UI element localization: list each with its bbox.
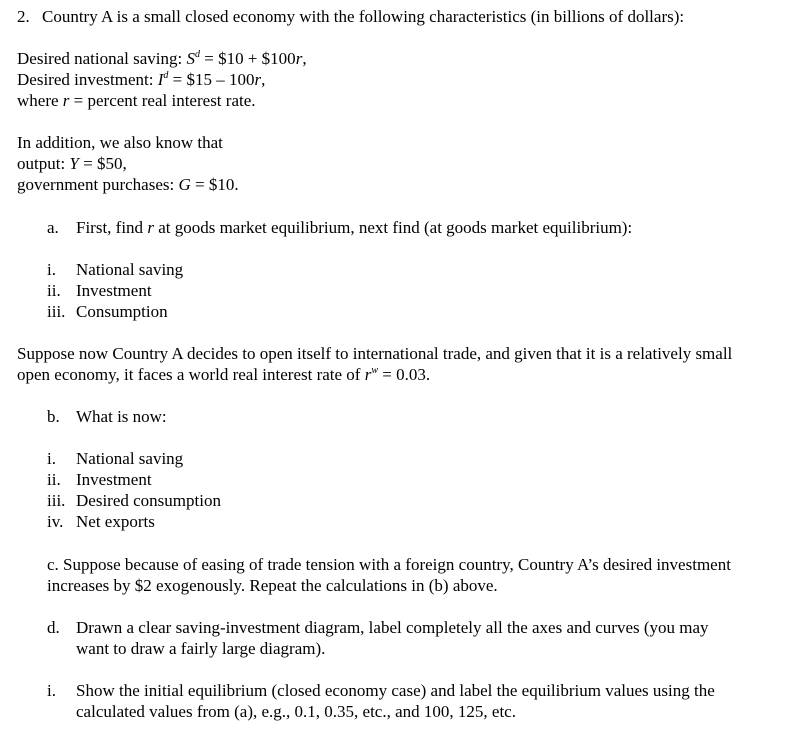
question-intro: Country A is a small closed economy with the following characteristics (in billions of dollars): bbox=[42, 7, 685, 26]
question-number: 2. bbox=[17, 7, 30, 26]
list-item-number: iii. bbox=[47, 491, 66, 510]
list-item-number: ii. bbox=[47, 470, 61, 489]
open-economy-line-2: open economy, it faces a world real interest rate of $r^w = 0.03$. bbox=[17, 365, 431, 384]
part-b-prompt: What is now: bbox=[76, 407, 167, 426]
part-b-item-desired-consumption: Desired consumption bbox=[76, 491, 221, 510]
additional-info-heading: In addition, we also know that bbox=[17, 133, 223, 152]
part-d-sub-marker: i. bbox=[47, 681, 56, 700]
list-item-number: iv. bbox=[47, 512, 64, 531]
investment-equation: Desired investment: $I^d$ = $15 – 100r, bbox=[17, 70, 266, 89]
part-d-line-1: Drawn a clear saving-investment diagram, label completely all the axes and curves (you may bbox=[76, 618, 709, 637]
interest-rate-definition: where r = percent real interest rate. bbox=[17, 91, 256, 110]
part-d-sub-line-2: calculated values from (a), e.g., 0.1, 0.35, etc., and 100, 125, etc. bbox=[76, 702, 516, 721]
part-c-line-1: c. Suppose because of easing of trade tension with a foreign country, Country A’s desired investment bbox=[47, 555, 731, 574]
part-b-marker: b. bbox=[47, 407, 60, 426]
output-value: output: Y = $50, bbox=[17, 154, 127, 173]
part-b-item-net-exports: Net exports bbox=[76, 512, 155, 531]
part-b-item-national-saving: National saving bbox=[76, 449, 184, 468]
part-a-marker: a. bbox=[47, 218, 59, 237]
saving-equation: Desired national saving: $S^d$ = $10 + $100r, bbox=[17, 49, 307, 68]
part-d-marker: d. bbox=[47, 618, 60, 637]
part-a-prompt: First, find r at goods market equilibrium, next find (at goods market equilibrium): bbox=[76, 218, 633, 237]
question-header bbox=[17, 6, 684, 27]
part-a-item-investment: Investment bbox=[76, 281, 152, 300]
part-a-item-consumption: Consumption bbox=[76, 302, 168, 321]
part-b-item-investment: Investment bbox=[76, 470, 152, 489]
list-item-number: ii. bbox=[47, 281, 61, 300]
list-item-number: i. bbox=[47, 260, 56, 279]
part-c-line-2: increases by $2 exogenously. Repeat the calculations in (b) above. bbox=[47, 576, 498, 595]
list-item-number: iii. bbox=[47, 302, 66, 321]
open-economy-line-1: Suppose now Country A decides to open itself to international trade, and given that it is a relatively small bbox=[17, 344, 733, 363]
part-d-sub-line-1: Show the initial equilibrium (closed economy case) and label the equilibrium values using the bbox=[76, 681, 715, 700]
part-d-line-2: want to draw a fairly large diagram). bbox=[76, 639, 326, 658]
list-item-number: i. bbox=[47, 449, 56, 468]
government-purchases-value: government purchases: G = $10. bbox=[17, 175, 239, 194]
part-a-item-national-saving: National saving bbox=[76, 260, 184, 279]
